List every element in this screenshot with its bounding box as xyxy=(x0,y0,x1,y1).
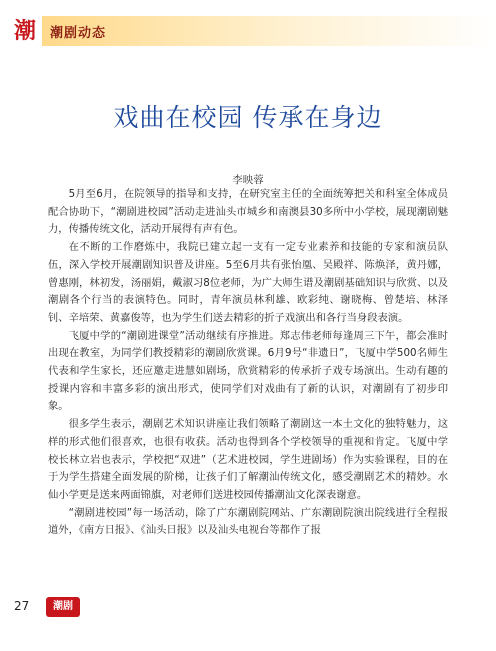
footer-logo: 潮剧 xyxy=(46,597,80,617)
page-number: 27 xyxy=(14,599,30,613)
page-header xyxy=(0,14,496,52)
article-title: 戏曲在校园 传承在身边 xyxy=(113,103,383,132)
section-title: 潮剧动态 xyxy=(50,26,107,41)
article-body xyxy=(48,186,448,540)
paragraph-5: “潮剧进校园”每一场活动，除了广东潮剧院网站、广东潮剧院演出院线进行全程报道外，《南方日报》、《汕头日报》以及汕头电视台等都作了报 xyxy=(48,506,448,537)
section-banner xyxy=(42,16,496,46)
article-author: 李映蓉 xyxy=(232,174,264,186)
paragraph-1: 5月至6月，在院领导的指导和支持，在研究室主任的全面统筹把关和科室全体成员配合协助下，“潮剧进校园”活动走进汕头市城乡和南澳县30多所中小学校，展现潮剧魅力，传播传统文化，活动开展得有声有色。 xyxy=(48,188,448,236)
paragraph-3: 飞厦中学的“潮剧进课堂”活动继续有序推进。郑志伟老师每逢周三下午，都会准时出现在教室，为同学们教授精彩的潮剧欣赏课。6月9号“非遗日”，飞厦中学500名师生代表和学生家长，还应邀走进慧如剧场，欣赏精彩的传承折子戏专场演出。生动有趣的授课内容和丰富多彩的演出形式，使同学们对戏曲有了新的认识，对潮剧有了初步印象。 xyxy=(48,329,448,413)
magazine-logo: 潮 xyxy=(14,18,35,44)
paragraph-2: 在不断的工作磨炼中，我院已建立起一支有一定专业素养和技能的专家和演员队伍，深入学校开展潮剧知识普及讲座。5至6月共有张怡凰、吴殿祥、陈焕泽，黄丹娜，曾惠刚，林初发，汤丽娟，戴淑习8位老师，为广大师生谱及潮剧基础知识与欣赏、以及潮剧各个行当的表演特色。同时，青年演员林利雄、欧彩纯、谢晓梅、曾楚培、林泽钊、辛培荣、黄嘉俊等，也为学生们送去精彩的折子戏演出和各行当身段表演。 xyxy=(48,241,448,324)
paragraph-4: 很多学生表示，潮剧艺术知识讲座让我们领略了潮剧这一本土文化的独特魅力，这样的形式他们很喜欢，也很有收获。活动也得到各个学校领导的重视和肯定。飞厦中学校长林立岩也表示，学校把“双进”（艺术进校园，学生进剧场）作为实验课程，目的在于为学生搭建全面发展的阶梯，让孩子们了解潮汕传统文化，感受潮剧艺术的精妙。水仙小学更是送来两面锦旗，对老师们送进校园传播潮汕文化深表谢意。 xyxy=(48,418,448,501)
